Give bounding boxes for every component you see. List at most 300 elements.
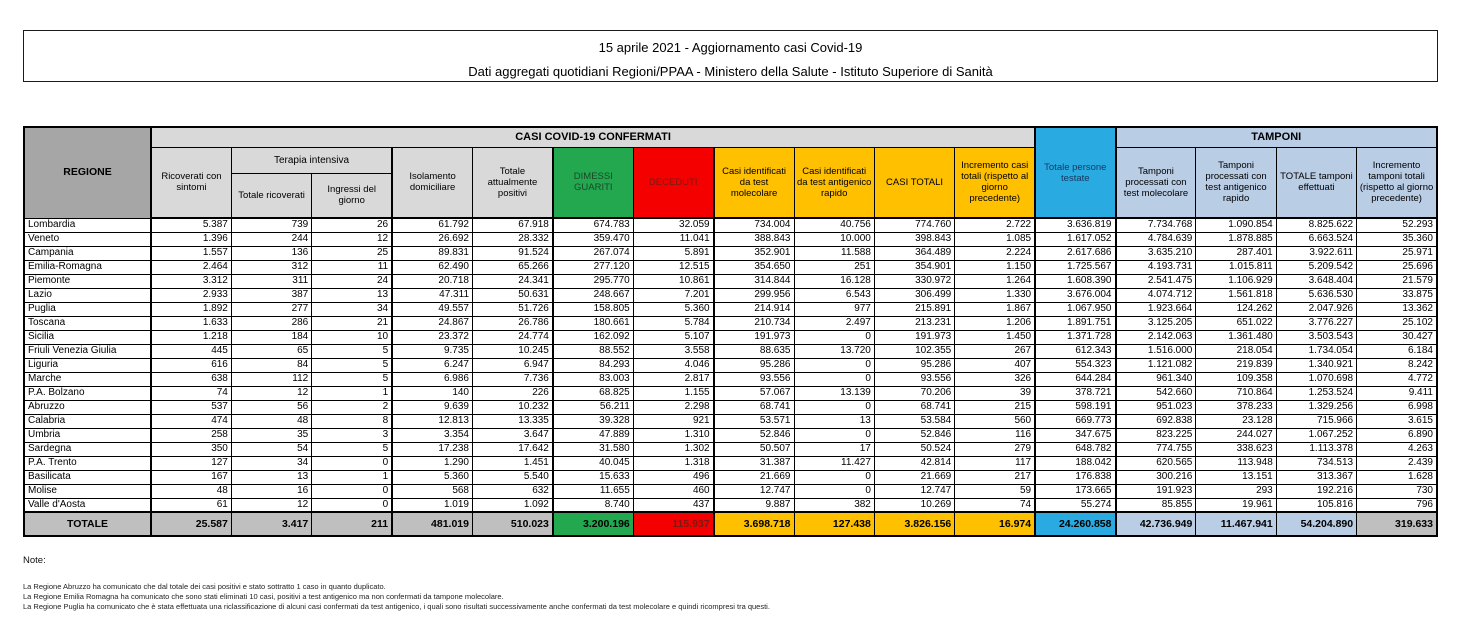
value-cell: 2 <box>312 400 392 414</box>
value-cell: 313.367 <box>1276 470 1356 484</box>
value-cell: 1.371.728 <box>1035 330 1115 344</box>
value-cell: 474 <box>151 414 231 428</box>
value-cell: 267.074 <box>553 246 633 260</box>
region-cell: Piemonte <box>24 274 151 288</box>
value-cell: 70.206 <box>874 386 954 400</box>
value-cell: 734.513 <box>1276 456 1356 470</box>
value-cell: 35.360 <box>1357 232 1437 246</box>
value-cell: 496 <box>633 470 713 484</box>
value-cell: 0 <box>794 372 874 386</box>
value-cell: 4.263 <box>1357 442 1437 456</box>
value-cell: 28.332 <box>473 232 553 246</box>
value-cell: 34 <box>231 456 311 470</box>
value-cell: 364.489 <box>874 246 954 260</box>
value-cell: 8.242 <box>1357 358 1437 372</box>
value-cell: 0 <box>794 428 874 442</box>
value-cell: 12 <box>231 386 311 400</box>
value-cell: 5.387 <box>151 218 231 232</box>
table-row <box>24 218 1437 232</box>
col-header-totale-tamponi: TOTALE tamponi effettuati <box>1276 147 1356 218</box>
value-cell: 3 <box>312 428 392 442</box>
value-cell: 251 <box>794 260 874 274</box>
value-cell: 10.245 <box>473 344 553 358</box>
value-cell: 52.293 <box>1357 218 1437 232</box>
region-cell: Lazio <box>24 288 151 302</box>
value-cell: 32.059 <box>633 218 713 232</box>
value-cell: 326 <box>955 372 1035 386</box>
value-cell: 295.770 <box>553 274 633 288</box>
value-cell: 598.191 <box>1035 400 1115 414</box>
value-cell: 218.054 <box>1196 344 1276 358</box>
col-header-deceduti: DECEDUTI <box>633 147 713 218</box>
value-cell: 12.813 <box>392 414 472 428</box>
value-cell: 3.648.404 <box>1276 274 1356 288</box>
value-cell: 1.206 <box>955 316 1035 330</box>
value-cell: 1.892 <box>151 302 231 316</box>
value-cell: 47.889 <box>553 428 633 442</box>
value-cell: 109.358 <box>1196 372 1276 386</box>
table-row <box>24 456 1437 470</box>
value-cell: 1.155 <box>633 386 713 400</box>
value-cell: 796 <box>1357 498 1437 512</box>
region-cell: Lombardia <box>24 218 151 232</box>
value-cell: 93.556 <box>714 372 794 386</box>
value-cell: 388.843 <box>714 232 794 246</box>
value-cell: 4.193.731 <box>1116 260 1196 274</box>
value-cell: 13 <box>231 470 311 484</box>
value-cell: 25.102 <box>1357 316 1437 330</box>
value-cell: 6.663.524 <box>1276 232 1356 246</box>
col-header-casi-test-antigenico: Casi identificati da test antigenico rapido <box>794 147 874 218</box>
value-cell: 31.580 <box>553 442 633 456</box>
value-cell: 65 <box>231 344 311 358</box>
value-cell: 0 <box>794 470 874 484</box>
col-header-ti-totale-ricoverati: Totale ricoverati <box>231 173 311 218</box>
value-cell: 5 <box>312 372 392 386</box>
value-cell: 42.736.949 <box>1116 512 1196 536</box>
value-cell: 3.417 <box>231 512 311 536</box>
region-cell: Molise <box>24 484 151 498</box>
region-cell: Valle d'Aosta <box>24 498 151 512</box>
table-row <box>24 246 1437 260</box>
value-cell: 1.608.390 <box>1035 274 1115 288</box>
value-cell: 3.312 <box>151 274 231 288</box>
value-cell: 13.151 <box>1196 470 1276 484</box>
value-cell: 56.211 <box>553 400 633 414</box>
value-cell: 1.617.052 <box>1035 232 1115 246</box>
value-cell: 1.310 <box>633 428 713 442</box>
value-cell: 167 <box>151 470 231 484</box>
value-cell: 1.340.921 <box>1276 358 1356 372</box>
value-cell: 5.360 <box>392 470 472 484</box>
report-title-line2: Dati aggregati quotidiani Regioni/PPAA - Ministero della Salute - Istituto Superiore di Sanità <box>468 64 993 79</box>
value-cell: 10.861 <box>633 274 713 288</box>
value-cell: 6.947 <box>473 358 553 372</box>
value-cell: 55.274 <box>1035 498 1115 512</box>
value-cell: 352.901 <box>714 246 794 260</box>
value-cell: 0 <box>312 484 392 498</box>
value-cell: 226 <box>473 386 553 400</box>
value-cell: 95.286 <box>874 358 954 372</box>
value-cell: 11.041 <box>633 232 713 246</box>
value-cell: 632 <box>473 484 553 498</box>
value-cell: 7.201 <box>633 288 713 302</box>
value-cell: 10.232 <box>473 400 553 414</box>
value-cell: 57.067 <box>714 386 794 400</box>
value-cell: 9.411 <box>1357 386 1437 400</box>
col-header-incremento-casi: Incremento casi totali (rispetto al giorno precedente) <box>955 147 1035 218</box>
col-header-ricoverati-con-sintomi: Ricoverati con sintomi <box>151 147 231 218</box>
value-cell: 12.515 <box>633 260 713 274</box>
value-cell: 407 <box>955 358 1035 372</box>
value-cell: 127.438 <box>794 512 874 536</box>
value-cell: 25 <box>312 246 392 260</box>
value-cell: 437 <box>633 498 713 512</box>
value-cell: 481.019 <box>392 512 472 536</box>
value-cell: 1 <box>312 470 392 484</box>
value-cell: 5.107 <box>633 330 713 344</box>
table-row <box>24 260 1437 274</box>
value-cell: 774.760 <box>874 218 954 232</box>
value-cell: 2.617.686 <box>1035 246 1115 260</box>
value-cell: 1.070.698 <box>1276 372 1356 386</box>
table-row <box>24 288 1437 302</box>
value-cell: 54 <box>231 442 311 456</box>
value-cell: 105.816 <box>1276 498 1356 512</box>
value-cell: 59 <box>955 484 1035 498</box>
value-cell: 88.552 <box>553 344 633 358</box>
value-cell: 299.956 <box>714 288 794 302</box>
region-cell: Veneto <box>24 232 151 246</box>
value-cell: 180.661 <box>553 316 633 330</box>
value-cell: 5.360 <box>633 302 713 316</box>
value-cell: 115.937 <box>633 512 713 536</box>
value-cell: 9.887 <box>714 498 794 512</box>
value-cell: 39 <box>955 386 1035 400</box>
value-cell: 35 <box>231 428 311 442</box>
value-cell: 359.470 <box>553 232 633 246</box>
value-cell: 710.864 <box>1196 386 1276 400</box>
value-cell: 10.269 <box>874 498 954 512</box>
value-cell: 350 <box>151 442 231 456</box>
value-cell: 12 <box>231 498 311 512</box>
value-cell: 21 <box>312 316 392 330</box>
region-cell: Puglia <box>24 302 151 316</box>
value-cell: 277 <box>231 302 311 316</box>
table-row <box>24 470 1437 484</box>
value-cell: 24.260.858 <box>1035 512 1115 536</box>
value-cell: 5 <box>312 344 392 358</box>
value-cell: 88.635 <box>714 344 794 358</box>
value-cell: 1.633 <box>151 316 231 330</box>
value-cell: 3.636.819 <box>1035 218 1115 232</box>
group-header-tamponi: TAMPONI <box>1116 127 1438 147</box>
value-cell: 3.647 <box>473 428 553 442</box>
value-cell: 13.139 <box>794 386 874 400</box>
value-cell: 0 <box>794 330 874 344</box>
value-cell: 2.541.475 <box>1116 274 1196 288</box>
value-cell: 1.218 <box>151 330 231 344</box>
value-cell: 460 <box>633 484 713 498</box>
value-cell: 2.298 <box>633 400 713 414</box>
value-cell: 0 <box>794 400 874 414</box>
value-cell: 21.669 <box>874 470 954 484</box>
value-cell: 84.293 <box>553 358 633 372</box>
value-cell: 510.023 <box>473 512 553 536</box>
value-cell: 13.335 <box>473 414 553 428</box>
value-cell: 1.330 <box>955 288 1035 302</box>
value-cell: 2.142.063 <box>1116 330 1196 344</box>
value-cell: 215 <box>955 400 1035 414</box>
value-cell: 102.355 <box>874 344 954 358</box>
value-cell: 2.722 <box>955 218 1035 232</box>
value-cell: 113.948 <box>1196 456 1276 470</box>
value-cell: 51.726 <box>473 302 553 316</box>
value-cell: 7.736 <box>473 372 553 386</box>
value-cell: 23.128 <box>1196 414 1276 428</box>
group-header-casi-confermati: CASI COVID-19 CONFERMATI <box>151 127 1035 147</box>
value-cell: 68.741 <box>714 400 794 414</box>
value-cell: 1.923.664 <box>1116 302 1196 316</box>
value-cell: 162.092 <box>553 330 633 344</box>
region-cell: Liguria <box>24 358 151 372</box>
value-cell: 387 <box>231 288 311 302</box>
value-cell: 40.756 <box>794 218 874 232</box>
value-cell: 2.817 <box>633 372 713 386</box>
value-cell: 52.846 <box>714 428 794 442</box>
value-cell: 176.838 <box>1035 470 1115 484</box>
value-cell: 26.692 <box>392 232 472 246</box>
value-cell: 16.974 <box>955 512 1035 536</box>
region-cell: Toscana <box>24 316 151 330</box>
value-cell: 21.669 <box>714 470 794 484</box>
value-cell: 1.734.054 <box>1276 344 1356 358</box>
value-cell: 5.784 <box>633 316 713 330</box>
value-cell: 1.396 <box>151 232 231 246</box>
value-cell: 1.092 <box>473 498 553 512</box>
value-cell: 951.023 <box>1116 400 1196 414</box>
value-cell: 319.633 <box>1357 512 1437 536</box>
value-cell: 191.923 <box>1116 484 1196 498</box>
value-cell: 65.266 <box>473 260 553 274</box>
value-cell: 774.755 <box>1116 442 1196 456</box>
value-cell: 173.665 <box>1035 484 1115 498</box>
value-cell: 638 <box>151 372 231 386</box>
table-row <box>24 358 1437 372</box>
value-cell: 1.067.950 <box>1035 302 1115 316</box>
value-cell: 3.125.205 <box>1116 316 1196 330</box>
value-cell: 50.524 <box>874 442 954 456</box>
value-cell: 11.588 <box>794 246 874 260</box>
region-cell: Emilia-Romagna <box>24 260 151 274</box>
value-cell: 9.735 <box>392 344 472 358</box>
value-cell: 24.867 <box>392 316 472 330</box>
report-title-line1: 15 aprile 2021 - Aggiornamento casi Covid-19 <box>598 40 863 55</box>
covid-data-table <box>23 126 1438 537</box>
value-cell: 24 <box>312 274 392 288</box>
value-cell: 3.635.210 <box>1116 246 1196 260</box>
value-cell: 2.224 <box>955 246 1035 260</box>
value-cell: 61.792 <box>392 218 472 232</box>
total-row <box>24 512 1437 536</box>
value-cell: 669.773 <box>1035 414 1115 428</box>
col-header-persone-testate: Totale persone testate <box>1035 127 1115 218</box>
value-cell: 4.074.712 <box>1116 288 1196 302</box>
value-cell: 83.003 <box>553 372 633 386</box>
value-cell: 1.451 <box>473 456 553 470</box>
value-cell: 1.361.480 <box>1196 330 1276 344</box>
value-cell: 117 <box>955 456 1035 470</box>
value-cell: 312 <box>231 260 311 274</box>
value-cell: 445 <box>151 344 231 358</box>
value-cell: 277.120 <box>553 260 633 274</box>
value-cell: 0 <box>794 358 874 372</box>
value-cell: 1.318 <box>633 456 713 470</box>
value-cell: 12.747 <box>714 484 794 498</box>
value-cell: 244.027 <box>1196 428 1276 442</box>
value-cell: 26.786 <box>473 316 553 330</box>
value-cell: 74 <box>955 498 1035 512</box>
value-cell: 961.340 <box>1116 372 1196 386</box>
value-cell: 2.497 <box>794 316 874 330</box>
value-cell: 136 <box>231 246 311 260</box>
report-title-box <box>23 30 1438 82</box>
region-cell: Calabria <box>24 414 151 428</box>
value-cell: 13.720 <box>794 344 874 358</box>
value-cell: 287.401 <box>1196 246 1276 260</box>
value-cell: 53.571 <box>714 414 794 428</box>
table-row <box>24 442 1437 456</box>
value-cell: 219.839 <box>1196 358 1276 372</box>
value-cell: 11.427 <box>794 456 874 470</box>
region-cell: TOTALE <box>24 512 151 536</box>
value-cell: 184 <box>231 330 311 344</box>
value-cell: 300.216 <box>1116 470 1196 484</box>
value-cell: 692.838 <box>1116 414 1196 428</box>
region-cell: Umbria <box>24 428 151 442</box>
value-cell: 48 <box>231 414 311 428</box>
value-cell: 1.085 <box>955 232 1035 246</box>
value-cell: 9.639 <box>392 400 472 414</box>
value-cell: 213.231 <box>874 316 954 330</box>
value-cell: 1.725.567 <box>1035 260 1115 274</box>
value-cell: 12 <box>312 232 392 246</box>
region-cell: Abruzzo <box>24 400 151 414</box>
value-cell: 191.973 <box>714 330 794 344</box>
value-cell: 734.004 <box>714 218 794 232</box>
value-cell: 17.642 <box>473 442 553 456</box>
value-cell: 16.128 <box>794 274 874 288</box>
value-cell: 1.561.818 <box>1196 288 1276 302</box>
value-cell: 382 <box>794 498 874 512</box>
note-line: La Regione Abruzzo ha comunicato che dal totale dei casi positivi e stato sottratto 1 caso in quanto duplicato. <box>23 582 386 591</box>
value-cell: 1.329.256 <box>1276 400 1356 414</box>
value-cell: 4.046 <box>633 358 713 372</box>
col-header-tamponi-antigenico: Tamponi processati con test antigenico rapido <box>1196 147 1276 218</box>
value-cell: 40.045 <box>553 456 633 470</box>
value-cell: 24.341 <box>473 274 553 288</box>
value-cell: 25.971 <box>1357 246 1437 260</box>
table-row <box>24 484 1437 498</box>
value-cell: 1.302 <box>633 442 713 456</box>
value-cell: 93.556 <box>874 372 954 386</box>
value-cell: 15.633 <box>553 470 633 484</box>
value-cell: 8.825.622 <box>1276 218 1356 232</box>
value-cell: 56 <box>231 400 311 414</box>
table-header <box>24 127 1437 218</box>
value-cell: 6.543 <box>794 288 874 302</box>
value-cell: 11.467.941 <box>1196 512 1276 536</box>
value-cell: 354.650 <box>714 260 794 274</box>
value-cell: 314.844 <box>714 274 794 288</box>
value-cell: 8.740 <box>553 498 633 512</box>
value-cell: 0 <box>312 456 392 470</box>
value-cell: 19.961 <box>1196 498 1276 512</box>
region-cell: Basilicata <box>24 470 151 484</box>
value-cell: 61 <box>151 498 231 512</box>
value-cell: 3.922.611 <box>1276 246 1356 260</box>
value-cell: 620.565 <box>1116 456 1196 470</box>
col-header-dimessi-guariti: DIMESSI GUARITI <box>553 147 633 218</box>
value-cell: 311 <box>231 274 311 288</box>
value-cell: 31.387 <box>714 456 794 470</box>
value-cell: 5 <box>312 358 392 372</box>
value-cell: 1.019 <box>392 498 472 512</box>
region-cell: Campania <box>24 246 151 260</box>
value-cell: 74 <box>151 386 231 400</box>
value-cell: 0 <box>794 484 874 498</box>
value-cell: 95.286 <box>714 358 794 372</box>
value-cell: 50.631 <box>473 288 553 302</box>
value-cell: 8 <box>312 414 392 428</box>
value-cell: 30.427 <box>1357 330 1437 344</box>
value-cell: 1.450 <box>955 330 1035 344</box>
value-cell: 1.516.000 <box>1116 344 1196 358</box>
value-cell: 554.323 <box>1035 358 1115 372</box>
value-cell: 1.150 <box>955 260 1035 274</box>
value-cell: 0 <box>312 498 392 512</box>
value-cell: 21.579 <box>1357 274 1437 288</box>
value-cell: 4.772 <box>1357 372 1437 386</box>
value-cell: 616 <box>151 358 231 372</box>
value-cell: 378.721 <box>1035 386 1115 400</box>
value-cell: 25.696 <box>1357 260 1437 274</box>
col-header-totale-attualmente-positivi: Totale attualmente positivi <box>473 147 553 218</box>
value-cell: 1.891.751 <box>1035 316 1115 330</box>
value-cell: 89.831 <box>392 246 472 260</box>
value-cell: 330.972 <box>874 274 954 288</box>
col-header-isolamento-domiciliare: Isolamento domiciliare <box>392 147 472 218</box>
value-cell: 244 <box>231 232 311 246</box>
col-header-incremento-tamponi: Incremento tamponi totali (rispetto al giorno precedente) <box>1357 147 1437 218</box>
col-header-tamponi-molecolare: Tamponi processati con test molecolare <box>1116 147 1196 218</box>
value-cell: 542.660 <box>1116 386 1196 400</box>
value-cell: 211 <box>312 512 392 536</box>
value-cell: 85.855 <box>1116 498 1196 512</box>
value-cell: 730 <box>1357 484 1437 498</box>
value-cell: 398.843 <box>874 232 954 246</box>
value-cell: 42.814 <box>874 456 954 470</box>
value-cell: 3.676.004 <box>1035 288 1115 302</box>
value-cell: 33.875 <box>1357 288 1437 302</box>
value-cell: 715.966 <box>1276 414 1356 428</box>
value-cell: 921 <box>633 414 713 428</box>
col-header-regione: REGIONE <box>24 127 151 218</box>
value-cell: 560 <box>955 414 1035 428</box>
value-cell: 215.891 <box>874 302 954 316</box>
value-cell: 116 <box>955 428 1035 442</box>
table-row <box>24 372 1437 386</box>
